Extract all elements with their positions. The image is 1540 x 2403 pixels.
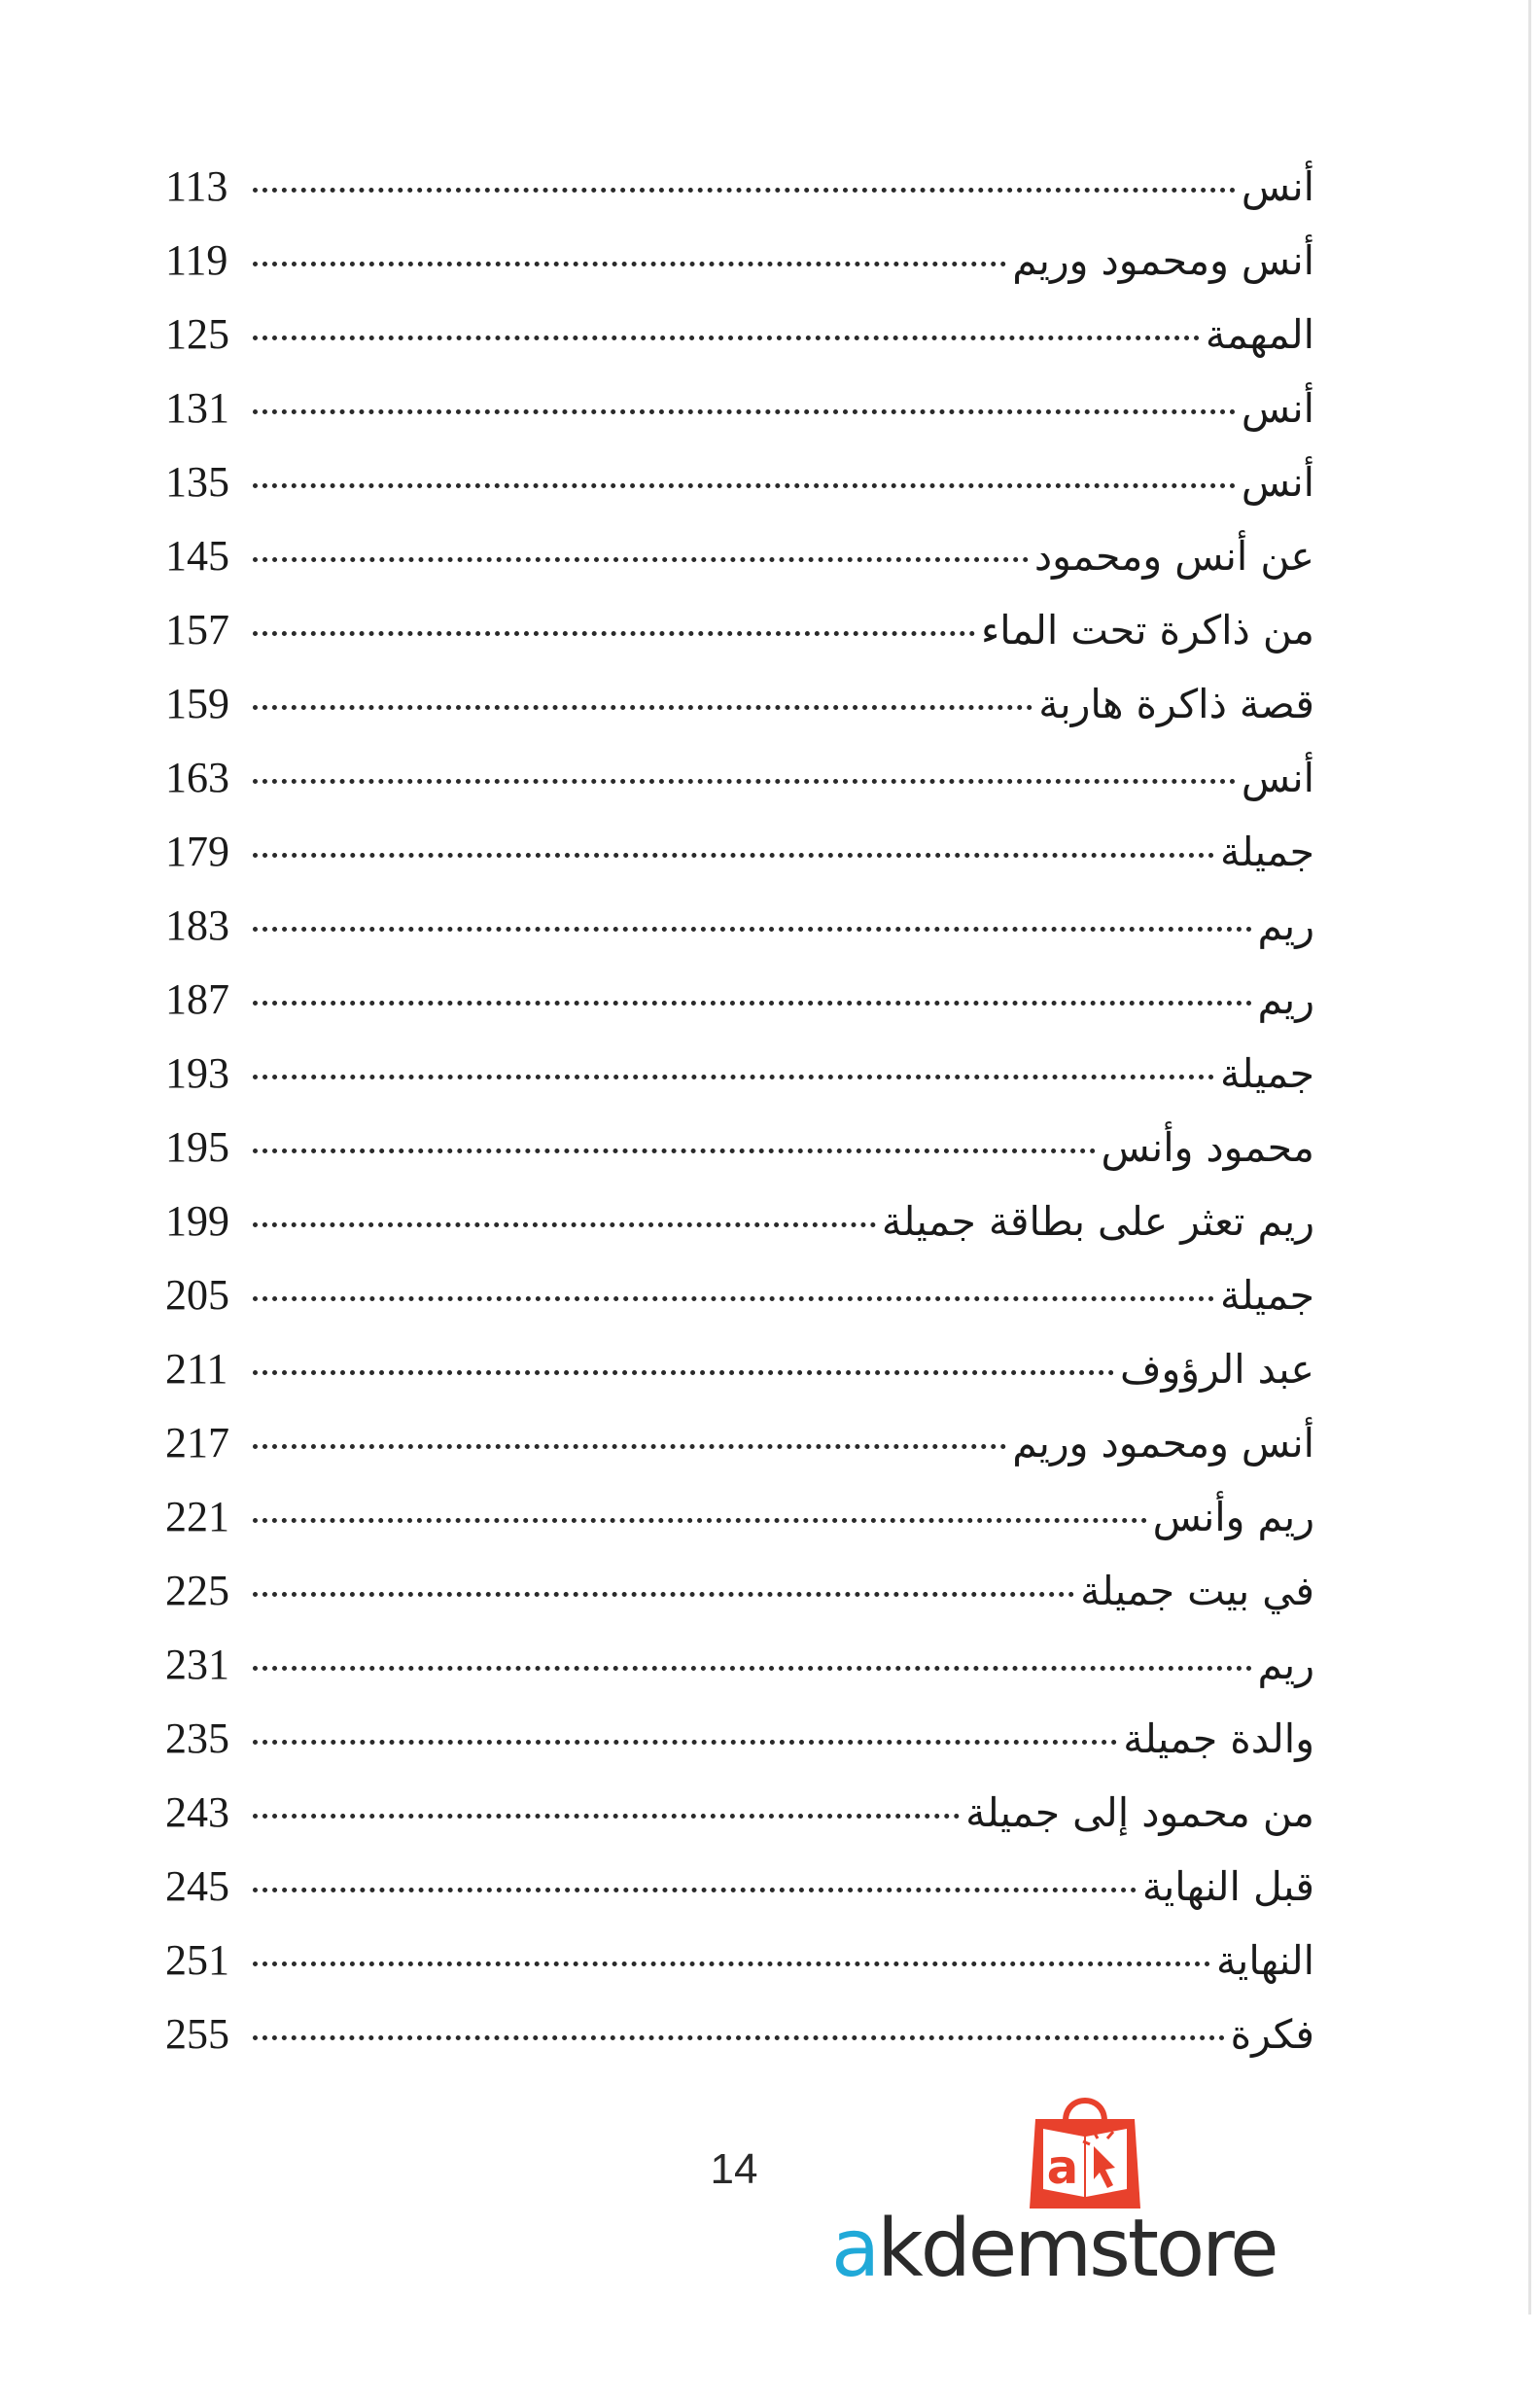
toc-entry-title: أنس [1241, 459, 1314, 506]
toc-entry-page: 225 [165, 1567, 229, 1614]
toc-entry [165, 1418, 1314, 1492]
toc-entry [165, 457, 1314, 531]
dot-leader [253, 1740, 1117, 1745]
toc-entry [165, 974, 1314, 1048]
toc-entry-page: 221 [165, 1493, 229, 1540]
toc-entry-title: ريم وأنس [1152, 1494, 1314, 1540]
toc-entry-title: من ذاكرة تحت الماء [980, 607, 1314, 654]
toc-entry [165, 1196, 1314, 1270]
toc-entry [165, 1787, 1314, 1861]
toc-entry-title: فكرة [1230, 2011, 1314, 2058]
dot-leader [253, 1370, 1114, 1375]
shopping-bag-icon [1026, 2086, 1144, 2216]
toc-entry-page: 243 [165, 1788, 229, 1836]
toc-entry-page: 163 [165, 754, 229, 801]
dot-leader [253, 262, 1006, 266]
toc-entry-page: 135 [165, 458, 229, 506]
toc-entry [165, 1048, 1314, 1122]
toc-entry-title: محمود وأنس [1101, 1124, 1314, 1171]
toc-entry-page: 199 [165, 1197, 229, 1245]
dot-leader [253, 1518, 1147, 1523]
toc-entry [165, 827, 1314, 901]
dot-leader [253, 1296, 1214, 1301]
toc-entry-title: أنس ومحمود وريم [1012, 1420, 1314, 1467]
toc-entry-title: جميلة [1220, 1050, 1314, 1097]
dot-leader [253, 2035, 1225, 2040]
dot-leader [253, 1075, 1214, 1079]
brand-wordmark [831, 2201, 1337, 2298]
dot-leader [253, 557, 1029, 562]
table-of-contents [165, 161, 1314, 2083]
toc-entry-title: أنس ومحمود وريم [1012, 237, 1314, 284]
page-edge-shadow [1528, 0, 1531, 2315]
brand-name-rest: kdemstore [877, 2203, 1277, 2295]
toc-entry [165, 605, 1314, 679]
toc-entry-page: 125 [165, 310, 229, 358]
toc-entry-page: 157 [165, 606, 229, 654]
toc-entry [165, 1344, 1314, 1418]
toc-entry-title: أنس [1241, 755, 1314, 801]
dot-leader [253, 1814, 960, 1819]
toc-entry-title: النهاية [1215, 1937, 1314, 1984]
toc-entry-title: ريم [1257, 1642, 1314, 1688]
toc-entry-title: عبد الرؤوف [1120, 1346, 1314, 1393]
toc-entry [165, 1714, 1314, 1787]
toc-entry [165, 161, 1314, 235]
toc-entry [165, 901, 1314, 974]
dot-leader [253, 1961, 1210, 1966]
dot-leader [253, 1001, 1252, 1006]
toc-entry-page: 195 [165, 1123, 229, 1171]
toc-entry-title: ريم تعثر على بطاقة جميلة [881, 1198, 1314, 1245]
toc-entry-title: أنس [1241, 385, 1314, 432]
toc-entry [165, 1566, 1314, 1640]
toc-entry-title: والدة جميلة [1123, 1715, 1314, 1762]
dot-leader [253, 705, 1032, 710]
toc-entry-title: عن أنس ومحمود [1033, 533, 1314, 580]
toc-entry-page: 119 [165, 236, 228, 284]
dot-leader [253, 853, 1214, 858]
toc-entry-page: 113 [165, 162, 228, 210]
toc-entry-title: جميلة [1220, 1272, 1314, 1319]
toc-entry-page: 235 [165, 1714, 229, 1762]
dot-leader [253, 409, 1236, 414]
dot-leader [253, 1148, 1096, 1153]
toc-entry [165, 235, 1314, 309]
toc-entry-page: 217 [165, 1419, 229, 1467]
toc-entry-title: المهمة [1205, 311, 1314, 358]
toc-entry-page: 131 [165, 384, 229, 432]
dot-leader [253, 483, 1236, 488]
toc-entry [165, 1861, 1314, 1935]
toc-entry [165, 1270, 1314, 1344]
toc-entry-page: 193 [165, 1049, 229, 1097]
toc-entry-title: في بيت جميلة [1080, 1568, 1314, 1614]
akdemstore-watermark [831, 2086, 1337, 2295]
toc-entry-page: 251 [165, 1936, 229, 1984]
toc-entry [165, 2009, 1314, 2083]
toc-entry [165, 1122, 1314, 1196]
toc-entry [165, 1492, 1314, 1566]
toc-entry-title: ريم [1257, 976, 1314, 1023]
toc-entry-page: 159 [165, 680, 229, 727]
toc-entry [165, 383, 1314, 457]
toc-entry [165, 531, 1314, 605]
toc-entry [165, 309, 1314, 383]
toc-entry-page: 205 [165, 1271, 229, 1319]
dot-leader [253, 1444, 1006, 1449]
dot-leader [253, 631, 975, 636]
toc-entry-title: من محمود إلى جميلة [965, 1789, 1314, 1836]
bag-letter: a [1046, 2140, 1079, 2195]
toc-entry [165, 753, 1314, 827]
dot-leader [253, 1222, 876, 1227]
toc-entry-page: 179 [165, 828, 229, 875]
toc-entry-page: 255 [165, 2010, 229, 2058]
toc-entry-title: جميلة [1220, 829, 1314, 875]
toc-entry [165, 1935, 1314, 2009]
dot-leader [253, 1592, 1074, 1597]
toc-entry-title: أنس [1241, 163, 1314, 210]
toc-entry [165, 1640, 1314, 1714]
toc-entry-title: ريم [1257, 902, 1314, 949]
dot-leader [253, 779, 1236, 784]
page-number: 14 [710, 2145, 758, 2193]
toc-entry-page: 245 [165, 1862, 229, 1910]
brand-accent-letter: a [831, 2203, 878, 2295]
dot-leader [253, 927, 1252, 932]
toc-entry-page: 211 [165, 1345, 228, 1393]
dot-leader [253, 188, 1236, 193]
toc-entry-page: 145 [165, 532, 229, 580]
toc-entry-title: قبل النهاية [1141, 1863, 1314, 1910]
dot-leader [253, 1888, 1137, 1892]
dot-leader [253, 336, 1200, 340]
toc-entry-title: قصة ذاكرة هاربة [1038, 681, 1314, 727]
toc-entry-page: 187 [165, 975, 229, 1023]
toc-entry-page: 183 [165, 901, 229, 949]
dot-leader [253, 1666, 1252, 1671]
toc-entry [165, 679, 1314, 753]
toc-entry-page: 231 [165, 1641, 229, 1688]
